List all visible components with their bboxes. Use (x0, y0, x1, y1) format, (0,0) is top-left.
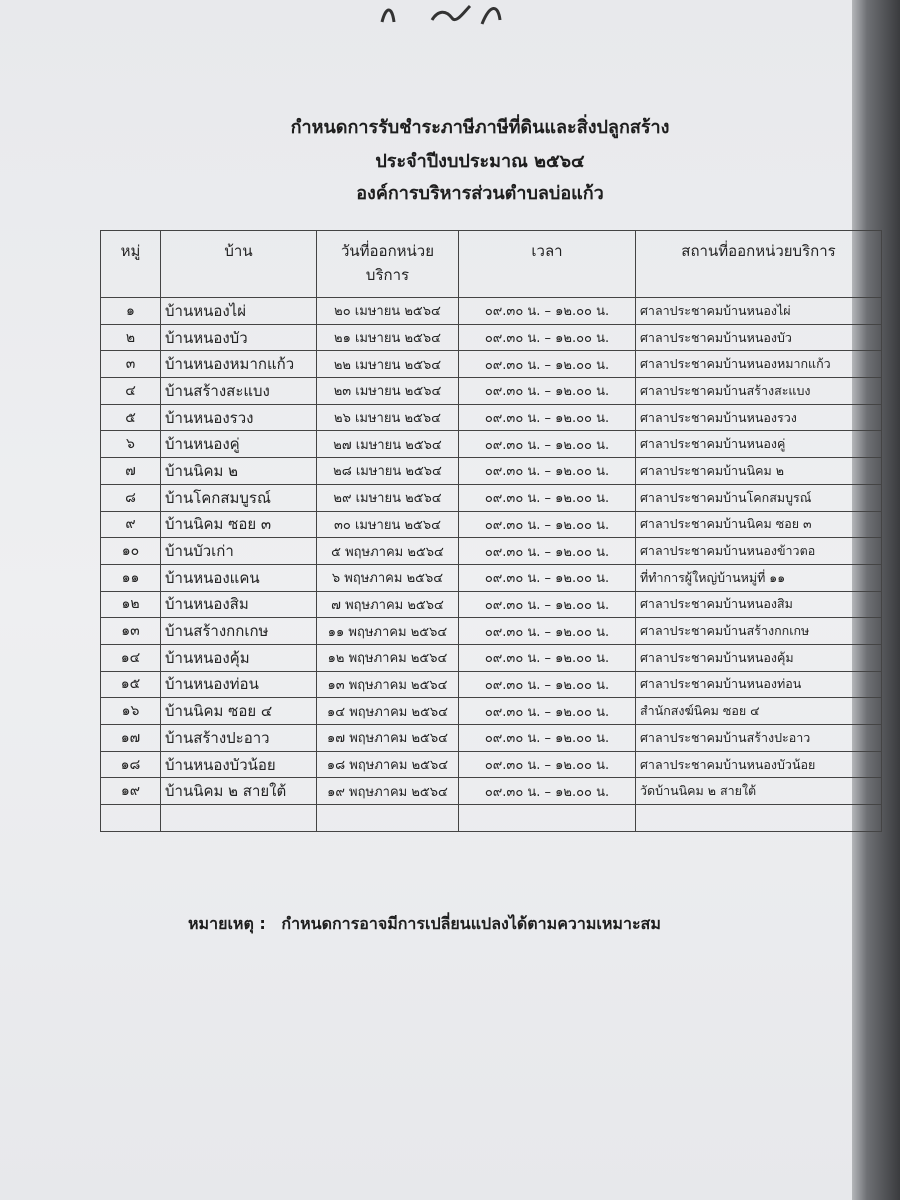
cell-village-number: ๑๐ (101, 538, 161, 565)
cell-village-number: ๑๕ (101, 671, 161, 698)
cell-village-name: บ้านหนองไผ่ (161, 298, 317, 325)
cell-service-time: ๐๙.๓๐ น. – ๑๒.๐๐ น. (459, 404, 636, 431)
cell-service-date: ๒๐ เมษายน ๒๕๖๔ (317, 298, 459, 325)
table-row (101, 618, 882, 645)
cell-village-name: บ้านนิคม ซอย ๔ (161, 698, 317, 725)
cell-village-number: ๑๑ (101, 564, 161, 591)
cell-service-date: ๑๔ พฤษภาคม ๒๕๖๔ (317, 698, 459, 725)
table-row (101, 484, 882, 511)
cell-service-time: ๐๙.๓๐ น. – ๑๒.๐๐ น. (459, 378, 636, 405)
cell-service-location: ที่ทำการผู้ใหญ่บ้านหมู่ที่ ๑๑ (636, 564, 882, 591)
cell-village-name: บ้านโคกสมบูรณ์ (161, 484, 317, 511)
cell-service-time: ๐๙.๓๐ น. – ๑๒.๐๐ น. (459, 778, 636, 805)
cell-service-time: ๐๙.๓๐ น. – ๑๒.๐๐ น. (459, 564, 636, 591)
cell-service-date: ๑๙ พฤษภาคม ๒๕๖๔ (317, 778, 459, 805)
cell-service-location: สำนักสงฆ์นิคม ซอย ๔ (636, 698, 882, 725)
cell-service-time: ๐๙.๓๐ น. – ๑๒.๐๐ น. (459, 618, 636, 645)
cell-service-time: ๐๙.๓๐ น. – ๑๒.๐๐ น. (459, 431, 636, 458)
cell-service-time: ๐๙.๓๐ น. – ๑๒.๐๐ น. (459, 324, 636, 351)
cell-service-date: ๑๘ พฤษภาคม ๒๕๖๔ (317, 751, 459, 778)
table-row (101, 698, 882, 725)
cell-service-time: ๐๙.๓๐ น. – ๑๒.๐๐ น. (459, 484, 636, 511)
table-row (101, 778, 882, 805)
table-row (101, 324, 882, 351)
cell-service-time: ๐๙.๓๐ น. – ๑๒.๐๐ น. (459, 644, 636, 671)
cell-service-time: ๐๙.๓๐ น. – ๑๒.๐๐ น. (459, 458, 636, 485)
remark-text: กำหนดการอาจมีการเปลี่ยนแปลงได้ตามความเหมาะสม (281, 914, 661, 933)
table-row (101, 751, 882, 778)
cell-village-number: ๑๖ (101, 698, 161, 725)
cell-service-date: ๒๓ เมษายน ๒๕๖๔ (317, 378, 459, 405)
cell-service-location: ศาลาประชาคมบ้านสร้างปะอาว (636, 725, 882, 752)
table-row (101, 725, 882, 752)
cell-service-date: ๒๙ เมษายน ๒๕๖๔ (317, 484, 459, 511)
table-row (101, 564, 882, 591)
cell-village-number: ๘ (101, 484, 161, 511)
cell-village-number: ๑๗ (101, 725, 161, 752)
cell-village-name: บ้านหนองคุ้ม (161, 644, 317, 671)
cell-village-name: บ้านหนองสิม (161, 591, 317, 618)
column-header-time: เวลา (459, 231, 636, 298)
table-row (101, 431, 882, 458)
cell-empty (101, 805, 161, 832)
cell-service-time: ๐๙.๓๐ น. – ๑๒.๐๐ น. (459, 725, 636, 752)
cell-village-name: บ้านหนองแคน (161, 564, 317, 591)
column-header-village: บ้าน (161, 231, 317, 298)
table-header-row (101, 231, 882, 298)
cell-service-time: ๐๙.๓๐ น. – ๑๒.๐๐ น. (459, 298, 636, 325)
cell-service-time: ๐๙.๓๐ น. – ๑๒.๐๐ น. (459, 538, 636, 565)
cell-service-location: ศาลาประชาคมบ้านสร้างสะแบง (636, 378, 882, 405)
cell-village-number: ๑๙ (101, 778, 161, 805)
table-row (101, 351, 882, 378)
cell-village-name: บ้านหนองคู่ (161, 431, 317, 458)
table-row (101, 671, 882, 698)
cell-service-date: ๓๐ เมษายน ๒๕๖๔ (317, 511, 459, 538)
document-title: กำหนดการรับชำระภาษีภาษีที่ดินและสิ่งปลูกสร้าง (290, 117, 670, 138)
cell-service-location: ศาลาประชาคมบ้านหนองบัว (636, 324, 882, 351)
cell-service-location: ศาลาประชาคมบ้านหนองท่อน (636, 671, 882, 698)
cell-village-number: ๖ (101, 431, 161, 458)
cell-village-number: ๑๒ (101, 591, 161, 618)
cell-service-date: ๗ พฤษภาคม ๒๕๖๔ (317, 591, 459, 618)
cell-village-name: บ้านหนองรวง (161, 404, 317, 431)
cell-service-location: ศาลาประชาคมบ้านหนองรวง (636, 404, 882, 431)
cell-village-name: บ้านหนองท่อน (161, 671, 317, 698)
fiscal-year-subtitle: ประจำปีงบประมาณ ๒๕๖๔ (375, 151, 585, 172)
cell-service-location: ศาลาประชาคมบ้านหนองหมากแก้ว (636, 351, 882, 378)
cell-service-location: วัดบ้านนิคม ๒ สายใต้ (636, 778, 882, 805)
table-row (101, 538, 882, 565)
cell-empty (317, 805, 459, 832)
cell-service-location: ศาลาประชาคมบ้านหนองข้าวตอ (636, 538, 882, 565)
cell-village-name: บ้านนิคม ๒ (161, 458, 317, 485)
table-row-empty (101, 805, 882, 832)
table-row (101, 458, 882, 485)
cell-empty (161, 805, 317, 832)
table-row (101, 644, 882, 671)
cell-village-number: ๑ (101, 298, 161, 325)
schedule-table (100, 230, 882, 832)
cell-service-date: ๒๖ เมษายน ๒๕๖๔ (317, 404, 459, 431)
remark-label: หมายเหตุ : (188, 914, 266, 933)
cell-service-date: ๒๘ เมษายน ๒๕๖๔ (317, 458, 459, 485)
table-row (101, 298, 882, 325)
table-row (101, 591, 882, 618)
cell-village-number: ๗ (101, 458, 161, 485)
cell-village-name: บ้านหนองหมากแก้ว (161, 351, 317, 378)
cell-service-date: ๕ พฤษภาคม ๒๕๖๔ (317, 538, 459, 565)
cell-village-name: บ้านสร้างสะแบง (161, 378, 317, 405)
cell-village-number: ๑๘ (101, 751, 161, 778)
cell-village-name: บ้านนิคม ซอย ๓ (161, 511, 317, 538)
cell-service-date: ๒๑ เมษายน ๒๕๖๔ (317, 324, 459, 351)
column-header-service-location: สถานที่ออกหน่วยบริการ (636, 231, 882, 298)
cell-service-date: ๑๗ พฤษภาคม ๒๕๖๔ (317, 725, 459, 752)
cell-service-time: ๐๙.๓๐ น. – ๑๒.๐๐ น. (459, 698, 636, 725)
organization-name: องค์การบริหารส่วนตำบลบ่อแก้ว (356, 183, 604, 204)
cell-village-name: บ้านสร้างปะอาว (161, 725, 317, 752)
remark-note (188, 912, 661, 937)
cell-service-location: ศาลาประชาคมบ้านหนองคู่ (636, 431, 882, 458)
cell-village-number: ๔ (101, 378, 161, 405)
cell-service-location: ศาลาประชาคมบ้านสร้างกกเกษ (636, 618, 882, 645)
cell-village-number: ๕ (101, 404, 161, 431)
cell-village-name: บ้านบัวเก่า (161, 538, 317, 565)
cell-service-location: ศาลาประชาคมบ้านหนองคุ้ม (636, 644, 882, 671)
cell-empty (459, 805, 636, 832)
cell-service-date: ๑๒ พฤษภาคม ๒๕๖๔ (317, 644, 459, 671)
cell-service-location: ศาลาประชาคมบ้านหนองบัวน้อย (636, 751, 882, 778)
cell-service-time: ๐๙.๓๐ น. – ๑๒.๐๐ น. (459, 751, 636, 778)
cell-service-time: ๐๙.๓๐ น. – ๑๒.๐๐ น. (459, 591, 636, 618)
cell-village-number: ๙ (101, 511, 161, 538)
cell-village-number: ๑๔ (101, 644, 161, 671)
cell-service-location: ศาลาประชาคมบ้านโคกสมบูรณ์ (636, 484, 882, 511)
column-header-village-number: หมู่ (101, 231, 161, 298)
cell-village-number: ๑๓ (101, 618, 161, 645)
cell-service-date: ๒๗ เมษายน ๒๕๖๔ (317, 431, 459, 458)
cell-service-location: ศาลาประชาคมบ้านหนองไผ่ (636, 298, 882, 325)
cell-village-name: บ้านสร้างกกเกษ (161, 618, 317, 645)
cell-village-number: ๒ (101, 324, 161, 351)
cell-service-time: ๐๙.๓๐ น. – ๑๒.๐๐ น. (459, 671, 636, 698)
table-body (101, 298, 882, 832)
cell-service-date: ๖ พฤษภาคม ๒๕๖๔ (317, 564, 459, 591)
cell-service-date: ๑๓ พฤษภาคม ๒๕๖๔ (317, 671, 459, 698)
cell-service-time: ๐๙.๓๐ น. – ๑๒.๐๐ น. (459, 511, 636, 538)
cell-service-time: ๐๙.๓๐ น. – ๑๒.๐๐ น. (459, 351, 636, 378)
cell-empty (636, 805, 882, 832)
cell-service-location: ศาลาประชาคมบ้านหนองสิม (636, 591, 882, 618)
handwritten-mark (372, 0, 512, 28)
cell-village-name: บ้านนิคม ๒ สายใต้ (161, 778, 317, 805)
cell-service-location: ศาลาประชาคมบ้านนิคม ซอย ๓ (636, 511, 882, 538)
table-row (101, 511, 882, 538)
table-row (101, 404, 882, 431)
cell-service-location: ศาลาประชาคมบ้านนิคม ๒ (636, 458, 882, 485)
cell-village-name: บ้านหนองบัว (161, 324, 317, 351)
cell-service-date: ๑๑ พฤษภาคม ๒๕๖๔ (317, 618, 459, 645)
cell-village-name: บ้านหนองบัวน้อย (161, 751, 317, 778)
column-header-service-date: วันที่ออกหน่วยบริการ (317, 231, 459, 298)
cell-village-number: ๓ (101, 351, 161, 378)
table-row (101, 378, 882, 405)
cell-service-date: ๒๒ เมษายน ๒๕๖๔ (317, 351, 459, 378)
